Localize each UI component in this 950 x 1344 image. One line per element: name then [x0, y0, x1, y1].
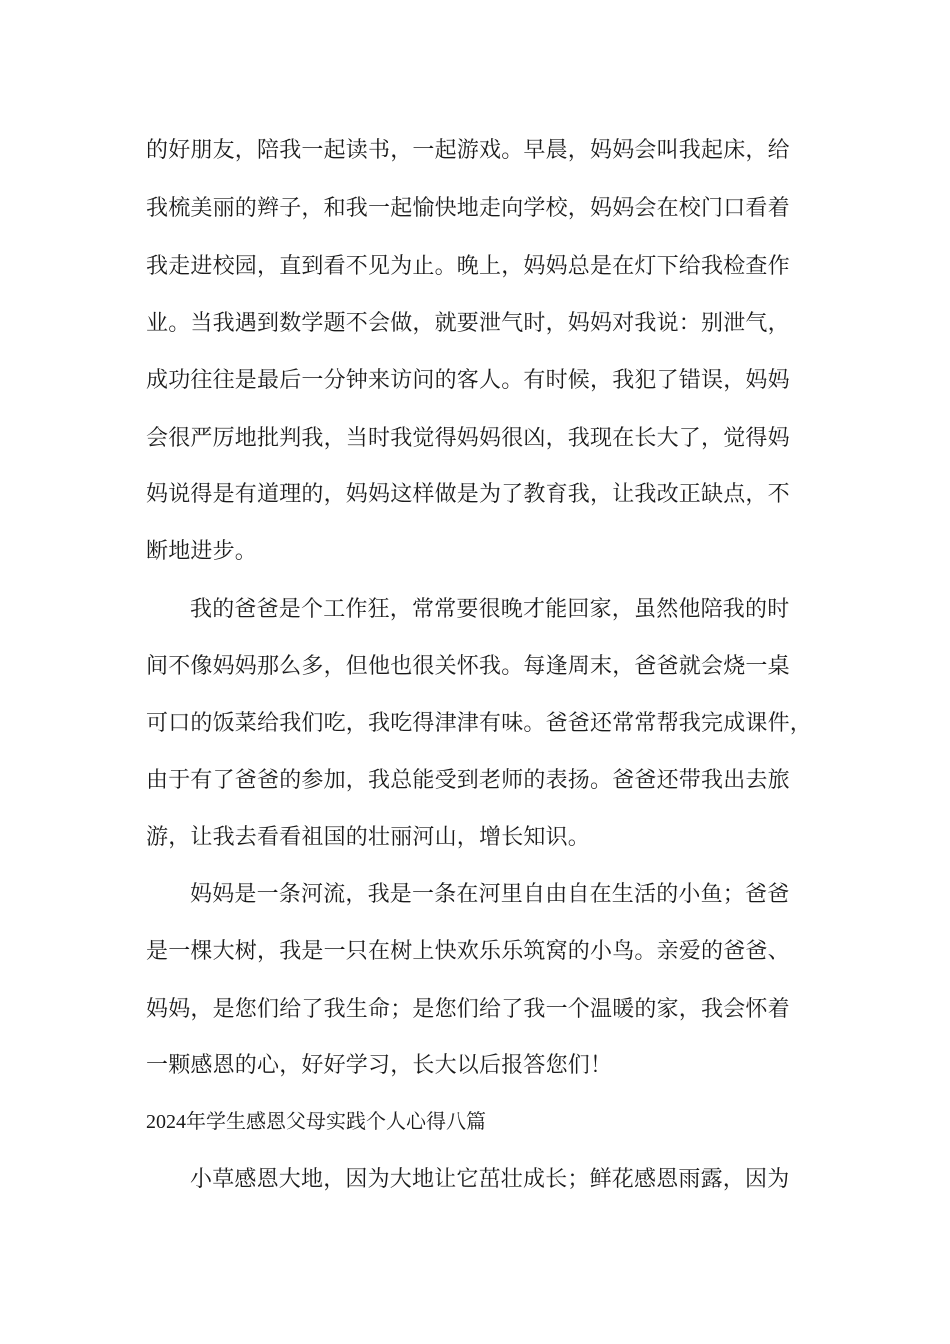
section-heading: 2024年学生感恩父母实践个人心得八篇 — [146, 1111, 486, 1133]
paragraph-line: 妈说得是有道理的，妈妈这样做是为了教育我，让我改正缺点，不 — [146, 482, 790, 507]
paragraph-line: 由于有了爸爸的参加，我总能受到老师的表扬。爸爸还带我出去旅 — [146, 768, 790, 793]
paragraph-line: 小草感恩大地，因为大地让它茁壮成长；鲜花感恩雨露，因为 — [190, 1167, 790, 1192]
paragraph-line: 妈妈是一条河流，我是一条在河里自由自在生活的小鱼；爸爸 — [190, 882, 790, 907]
paragraph-line: 业。当我遇到数学题不会做，就要泄气时，妈妈对我说：别泄气， — [146, 311, 790, 336]
paragraph-line: 断地进步。 — [146, 539, 258, 564]
paragraph-line: 游，让我去看看祖国的壮丽河山，增长知识。 — [146, 825, 591, 850]
paragraph-line: 是一棵大树，我是一只在树上快欢乐乐筑窝的小鸟。亲爱的爸爸、 — [146, 939, 790, 964]
paragraph-line: 我走进校园，直到看不见为止。晚上，妈妈总是在灯下给我检查作 — [146, 254, 790, 279]
paragraph-line: 间不像妈妈那么多，但他也很关怀我。每逢周末，爸爸就会烧一桌 — [146, 654, 790, 679]
paragraph-line: 成功往往是最后一分钟来访问的客人。有时候，我犯了错误，妈妈 — [146, 368, 790, 393]
paragraph-line: 会很严厉地批判我，当时我觉得妈妈很凶，我现在长大了，觉得妈 — [146, 426, 790, 451]
paragraph-line: 我的爸爸是个工作狂，常常要很晚才能回家，虽然他陪我的时 — [190, 597, 790, 622]
paragraph-line: 我梳美丽的辫子，和我一起愉快地走向学校，妈妈会在校门口看着 — [146, 196, 790, 221]
paragraph-line: 可口的饭菜给我们吃，我吃得津津有味。爸爸还常常帮我完成课件， — [146, 711, 813, 736]
paragraph-line: 一颗感恩的心，好好学习，长大以后报答您们！ — [146, 1053, 613, 1078]
paragraph-line: 的好朋友，陪我一起读书，一起游戏。早晨，妈妈会叫我起床，给 — [146, 138, 790, 163]
paragraph-line: 妈妈，是您们给了我生命；是您们给了我一个温暖的家，我会怀着 — [146, 997, 790, 1022]
